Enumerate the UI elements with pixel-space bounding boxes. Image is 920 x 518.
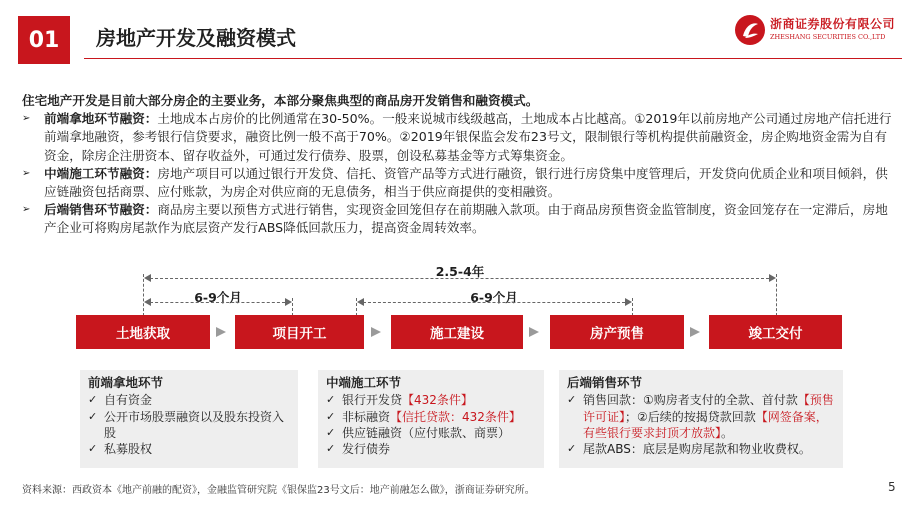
arrow-right-icon (285, 298, 292, 306)
card-item: ✓ 销售回款：①购房者支付的全款、首付款【预售许可证】；②后续的按揭贷款回款【网签备案，有些银行要求封顶才放款】。 (567, 393, 834, 440)
page-number: 5 (888, 480, 896, 494)
logo-emblem-icon (734, 14, 766, 46)
span-left-label: 6-9个月 (194, 290, 242, 305)
page-title: 房地产开发及融资模式 (96, 26, 296, 50)
stage-project-start: 项目开工 (235, 315, 364, 349)
body-text (22, 92, 898, 238)
flow-arrow-icon (529, 327, 539, 337)
timeline-tick (776, 274, 777, 316)
stage-presale: 房产预售 (550, 315, 684, 349)
logo-chinese-name: 浙商证券股份有限公司 (770, 17, 896, 31)
bullet-front (22, 110, 898, 165)
section-number-badge: 01 (18, 16, 70, 64)
intro-text: 住宅地产开发是目前大部分房企的主要业务，本部分聚焦典型的商品房开发销售和融资模式。 (22, 93, 539, 108)
card-item: ✓ 尾款ABS：底层是购房尾款和物业收费权。 (567, 442, 811, 457)
bullet-title: 前端拿地环节融资： (44, 111, 158, 127)
timeline-tick (292, 298, 293, 316)
bullet-text: 房地产项目可以通过银行开发贷、信托、资管产品等方式进行融资，银行进行房贷集中度管理后，开发贷向优质企业和项目倾斜，供应链融资包括商票、应付账款，为房企对供应商的无息债务，相当于供应商提供的变相融资。 (44, 165, 888, 200)
card-front-end (80, 370, 298, 468)
check-icon: ✓ (326, 409, 336, 423)
card-item: ✓ 银行开发贷【432条件】 (326, 393, 473, 408)
bullet-back (22, 201, 898, 237)
stage-delivery: 竣工交付 (709, 315, 842, 349)
check-icon: ✓ (567, 442, 577, 456)
arrow-left-icon (144, 274, 151, 282)
card-item: ✓ 私募股权 (88, 442, 153, 457)
arrow-right-icon (625, 298, 632, 306)
bullet-text: 商品房主要以预售方式进行销售，实现资金回笼但存在前期融入款项。由于商品房预售资金监管制度，资金回笼存在一定滞后，房地产企业可将购房尾款作为底层资产发行ABS降低回款压力，提高资金周转效率。 (44, 202, 888, 236)
flow-arrow-icon (216, 327, 226, 337)
bullet-text: 土地成本占房价的比例通常在30-50%。一般来说城市线级越高，土地成本占比越高。①2019年以前房地产公司通过房地产信托进行前端拿地融资，参考银行信贷要求，融资比例一般不高于70%。②2019年银保监会发布23号文，限制银行等机构提供前融资金，房企购地资金需为自有资金，除房企注册资本、留存收益外，可通过发行债券、股票，创设私募基金等方式筹集资金。 (44, 111, 892, 163)
card-title: 后端销售环节 (567, 375, 643, 390)
bullet-arrow-icon: ➢ (22, 113, 31, 125)
header-divider (84, 58, 902, 59)
source-note: 资料来源：西政资本《地产前融的配资》，金融监管研究院《银保监23号文后：地产前融怎么做》，浙商证券研究所。 (22, 485, 535, 496)
bullet-middle (22, 165, 898, 201)
development-timeline (0, 262, 920, 357)
card-item: ✓ 自有资金 (88, 393, 153, 408)
arrow-left-icon (357, 298, 364, 306)
card-item: ✓ 发行债券 (326, 442, 391, 457)
bullet-arrow-icon: ➢ (22, 204, 31, 216)
card-item: ✓ 非标融资【信托贷款：432条件】 (326, 409, 521, 424)
logo-english-name: ZHESHANG SECURITIES CO.,LTD (770, 33, 886, 41)
span-right-line (363, 302, 625, 303)
flow-arrow-icon (371, 327, 381, 337)
check-icon: ✓ (88, 442, 98, 456)
timeline-tick (632, 298, 633, 316)
bullet-arrow-icon: ➢ (22, 167, 31, 179)
check-icon: ✓ (326, 442, 336, 456)
span-right-label: 6-9个月 (470, 290, 518, 305)
check-icon: ✓ (88, 409, 98, 423)
company-logo (734, 12, 906, 52)
bullet-title: 后端销售环节融资： (44, 202, 158, 218)
arrow-left-icon (144, 298, 151, 306)
bullet-title: 中端施工环节融资： (44, 165, 158, 181)
span-left-line (150, 302, 285, 303)
card-back-end (559, 370, 843, 468)
check-icon: ✓ (567, 393, 577, 407)
check-icon: ✓ (88, 393, 98, 407)
card-item: ✓ 供应链融资（应付账款、商票） (326, 425, 511, 440)
card-middle (318, 370, 544, 468)
total-span-label: 2.5-4年 (435, 264, 485, 279)
card-item: ✓ 公开市场股票融资以及股东投资入股 (88, 409, 285, 440)
card-title: 前端拿地环节 (88, 375, 164, 390)
stage-land-acquisition: 土地获取 (76, 315, 210, 349)
arrow-right-icon (769, 274, 776, 282)
total-span-line (150, 278, 769, 279)
check-icon: ✓ (326, 393, 336, 407)
card-title: 中端施工环节 (326, 375, 402, 390)
flow-arrow-icon (690, 327, 700, 337)
stage-construction: 施工建设 (391, 315, 523, 349)
check-icon: ✓ (326, 425, 336, 439)
